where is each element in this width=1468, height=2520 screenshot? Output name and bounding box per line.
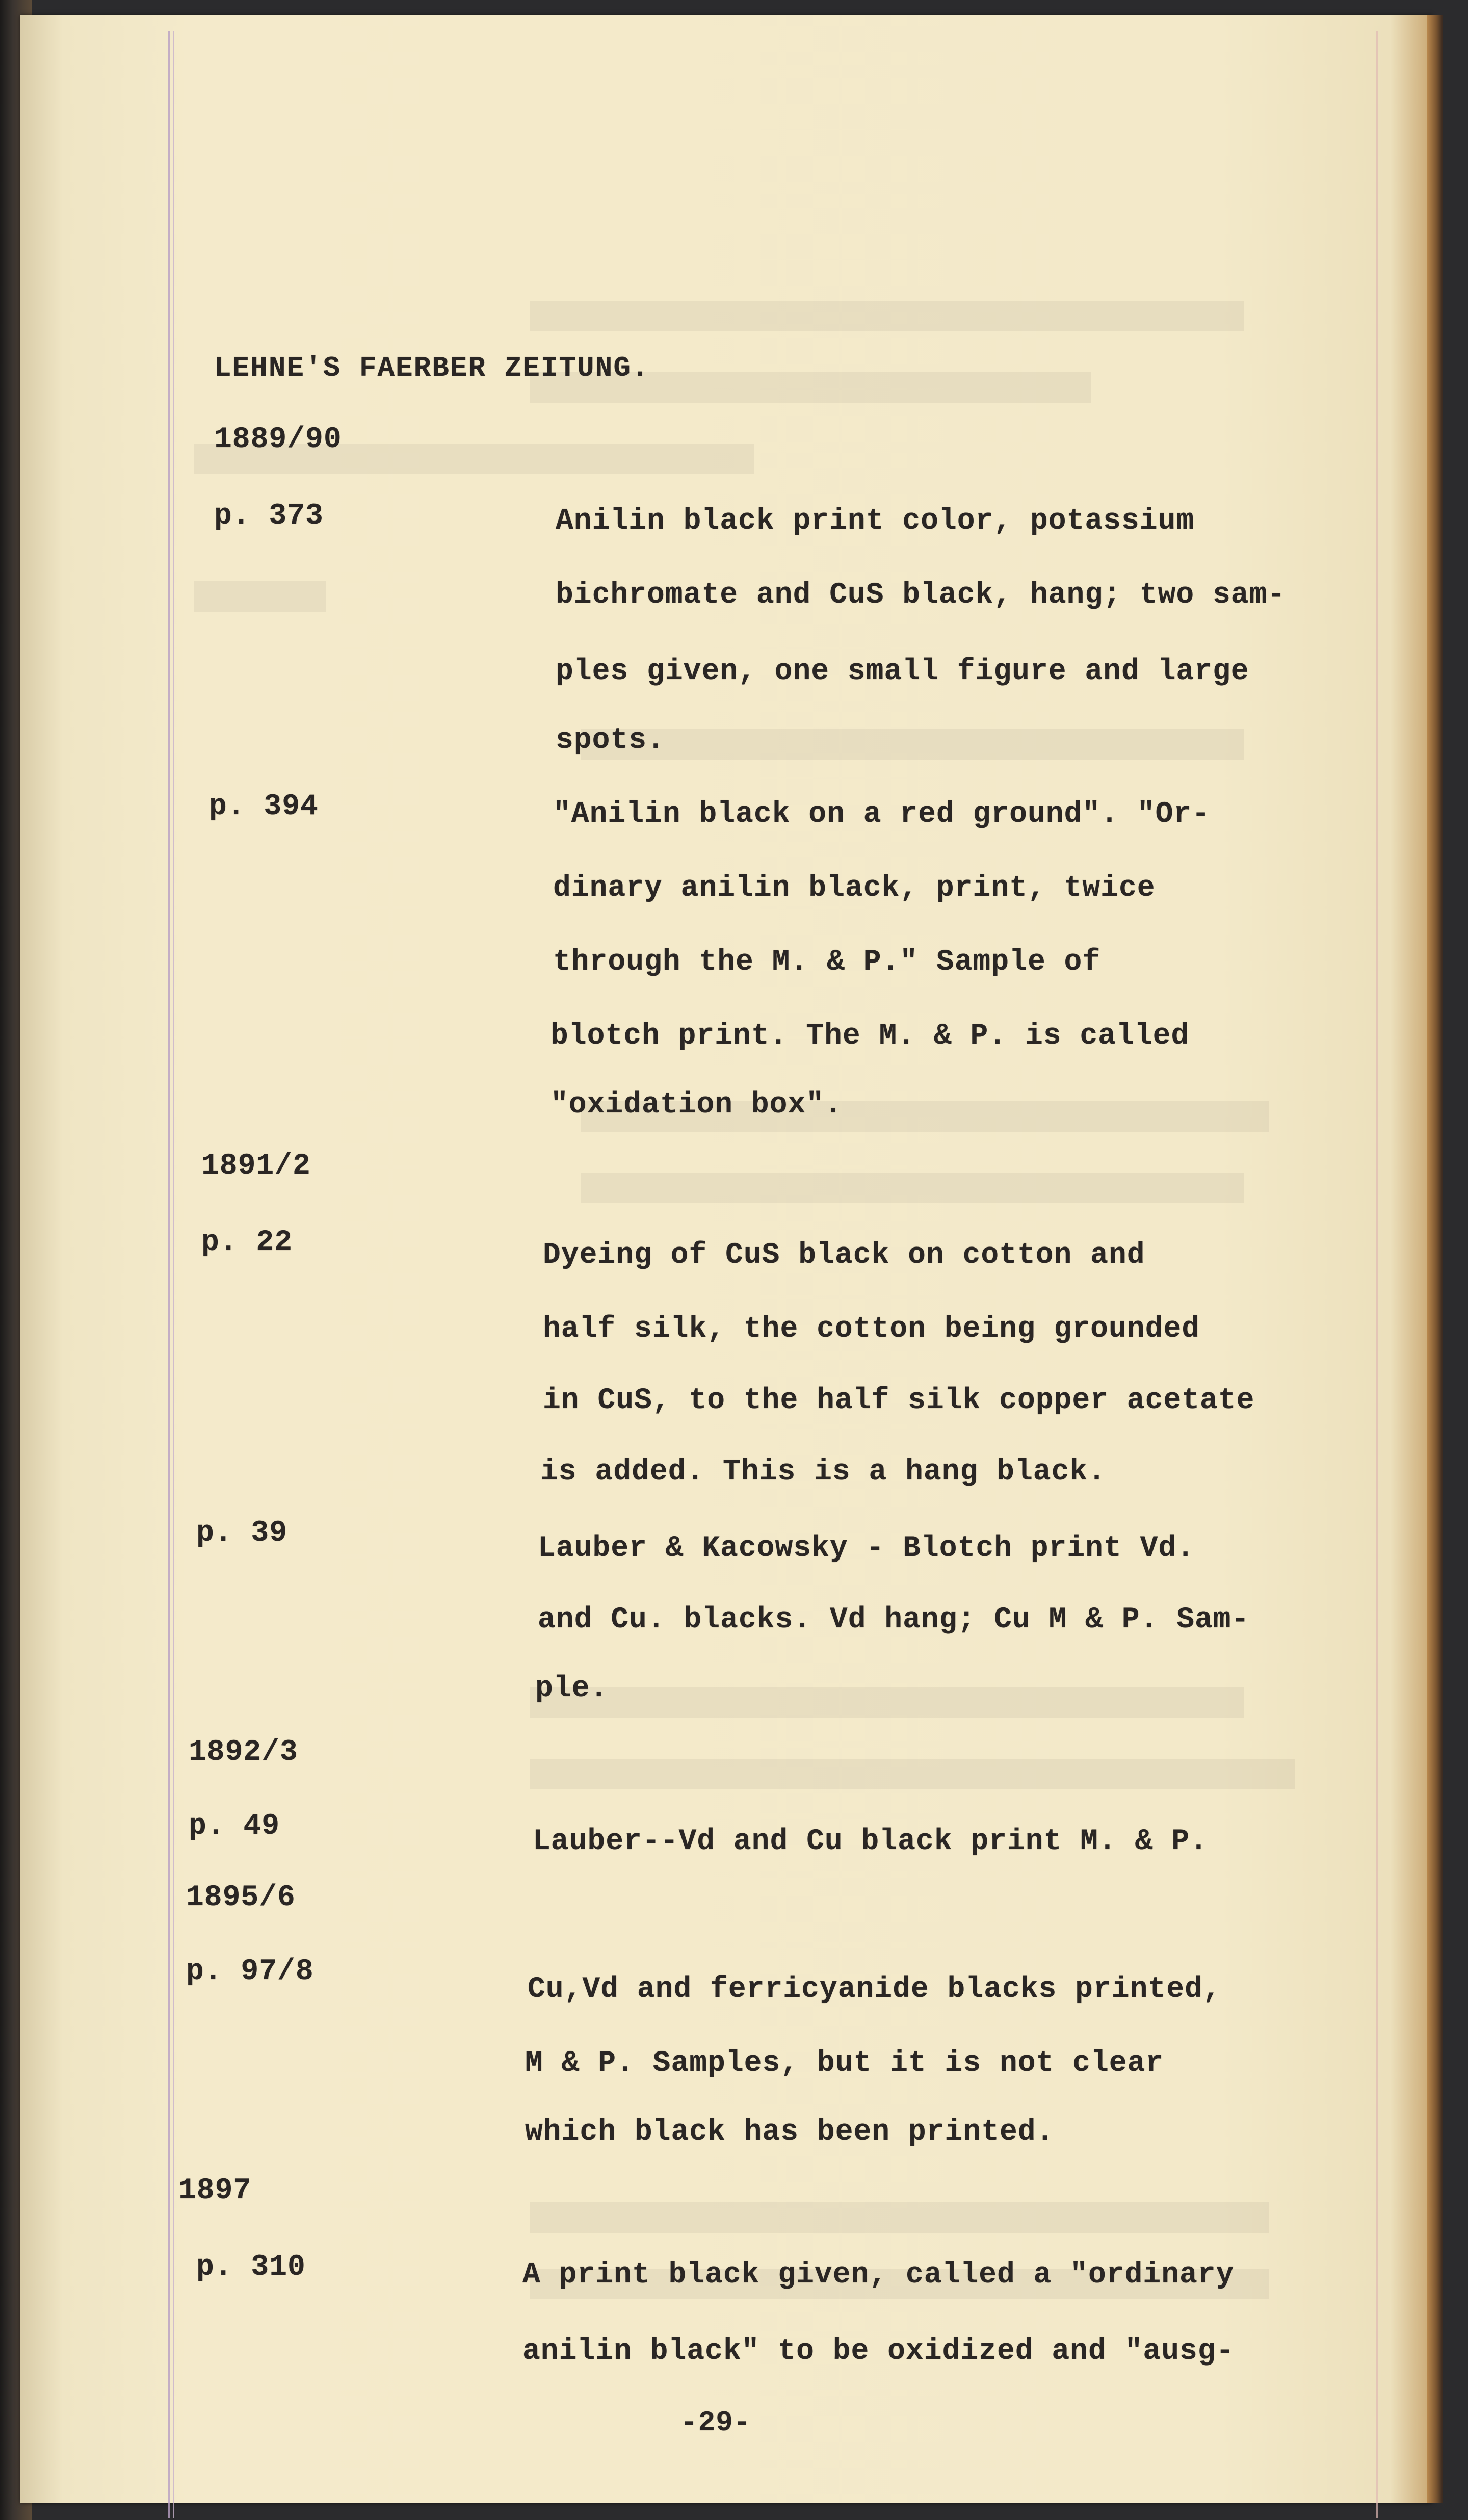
- page-ref: p. 394: [209, 790, 319, 823]
- entry-line: A print black given, called a "ordinary: [522, 2258, 1235, 2292]
- page-heading: LEHNE'S FAERBER ZEITUNG.: [214, 352, 650, 384]
- page-ref: p. 22: [201, 1226, 293, 1259]
- left-margin-rule: [168, 31, 174, 2518]
- entry-line: Lauber & Kacowsky - Blotch print Vd.: [538, 1532, 1195, 1565]
- entry-line: Anilin black print color, potassium: [556, 505, 1195, 538]
- entry-line: blotch print. The M. & P. is called: [550, 1020, 1190, 1053]
- page-ref: p. 97/8: [186, 1955, 314, 1988]
- entry-line: half silk, the cotton being grounded: [543, 1313, 1200, 1346]
- entry-line: is added. This is a hang black.: [540, 1456, 1106, 1489]
- entry-line: through the M. & P." Sample of: [553, 946, 1101, 979]
- right-margin-rule: [1376, 31, 1378, 2518]
- entry-line: dinary anilin black, print, twice: [553, 872, 1156, 905]
- entry-line: M & P. Samples, but it is not clear: [525, 2047, 1164, 2080]
- entry-line: "oxidation box".: [550, 1088, 843, 1122]
- page-ref: p. 310: [196, 2251, 306, 2284]
- entry-line: Cu,Vd and ferricyanide blacks printed,: [528, 1973, 1221, 2006]
- entry-line: Dyeing of CuS black on cotton and: [543, 1239, 1145, 1272]
- bleed-through: [194, 581, 326, 612]
- entry-line: spots.: [556, 724, 665, 757]
- entry-line: ple.: [535, 1672, 609, 1705]
- entry-line: and Cu. blacks. Vd hang; Cu M & P. Sam-: [538, 1603, 1250, 1636]
- entry-line: ples given, one small figure and large: [556, 655, 1249, 688]
- entry-line: in CuS, to the half silk copper acetate: [543, 1384, 1255, 1417]
- bleed-through: [530, 2202, 1269, 2233]
- bleed-through: [530, 1687, 1244, 1718]
- page-edge: [1427, 15, 1443, 2503]
- bleed-through: [530, 301, 1244, 331]
- page-ref: p. 49: [189, 1810, 280, 1843]
- year-label: 1889/90: [214, 423, 342, 456]
- page-number: -29-: [680, 2406, 751, 2439]
- bleed-through: [581, 729, 1244, 760]
- bleed-through: [581, 1173, 1244, 1203]
- entry-line: "Anilin black on a red ground". "Or-: [553, 798, 1211, 831]
- entry-line: bichromate and CuS black, hang; two sam-: [556, 579, 1286, 612]
- bleed-through: [530, 1759, 1295, 1789]
- year-label: 1897: [178, 2174, 252, 2207]
- entry-line: which black has been printed.: [525, 2116, 1055, 2149]
- page-ref: p. 373: [214, 500, 324, 533]
- year-label: 1892/3: [189, 1736, 298, 1769]
- year-label: 1895/6: [186, 1881, 296, 1914]
- entry-line: Lauber--Vd and Cu black print M. & P.: [533, 1825, 1208, 1858]
- year-label: 1891/2: [201, 1150, 311, 1183]
- entry-line: anilin black" to be oxidized and "ausg-: [522, 2335, 1235, 2368]
- page-ref: p. 39: [196, 1517, 288, 1550]
